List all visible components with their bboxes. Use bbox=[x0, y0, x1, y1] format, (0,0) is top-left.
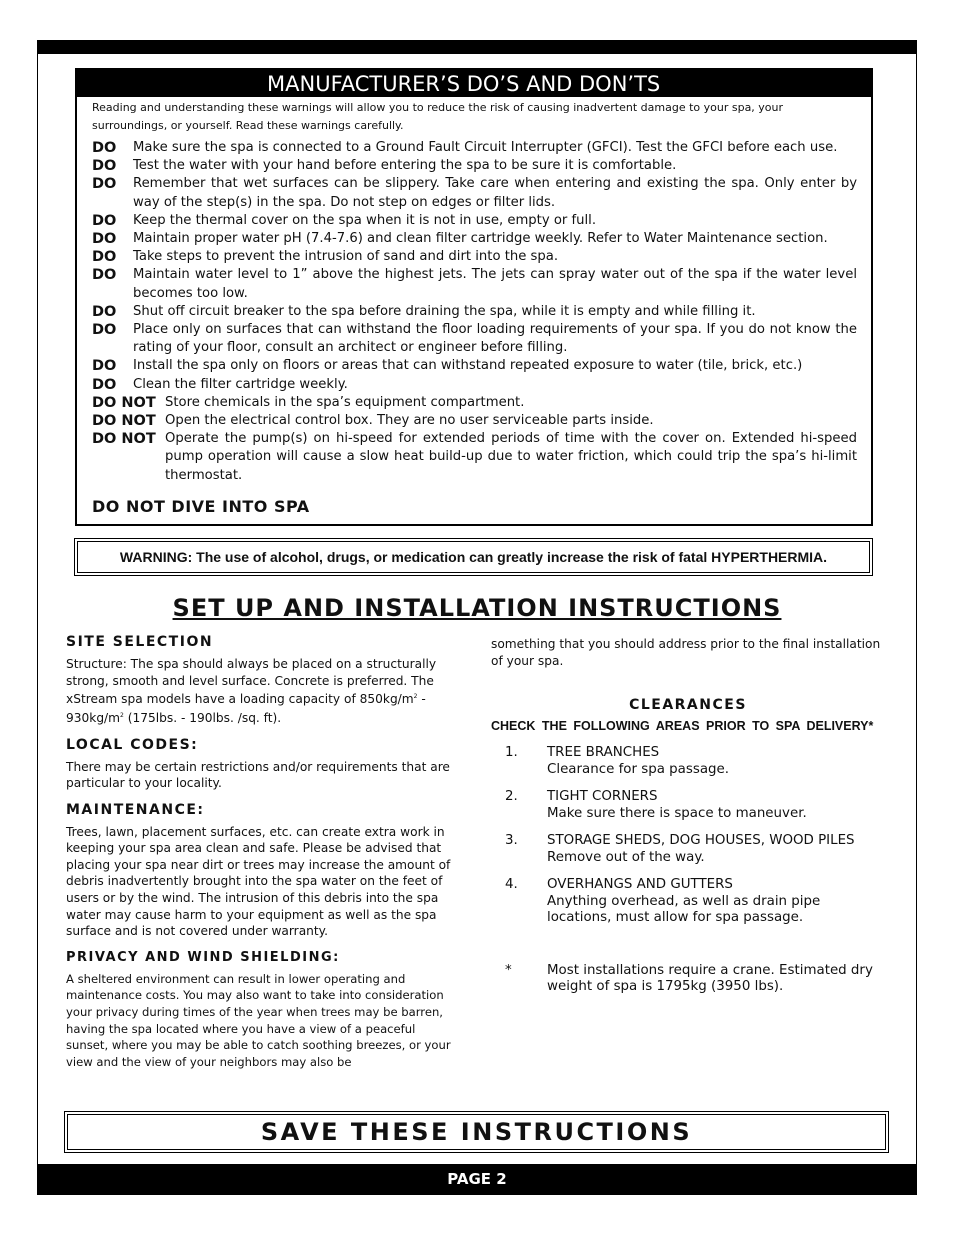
dos-item-key: DO bbox=[92, 176, 117, 193]
dos-item-text: Shut off circuit breaker to the spa before draining the spa, while it is empty and while filling it. bbox=[133, 303, 756, 319]
dos-item bbox=[92, 139, 857, 157]
clearance-item-desc: Make sure there is space to maneuver. bbox=[547, 805, 807, 821]
dos-item bbox=[92, 303, 857, 321]
privacy-text: A sheltered environment can result in lower operating and maintenance costs. You may also want to take into consideration your privacy during times of the year when trees may be barren, having the spa located where you have a view of a peaceful sunset, where you may be able to catch soothing breezes, or your view and the view of your neighbors may also be bbox=[66, 971, 451, 1069]
dos-item-key: DO bbox=[92, 249, 117, 266]
right-column bbox=[491, 636, 885, 1007]
dos-item-text: Make sure the spa is connected to a Ground Fault Circuit Interrupter (GFCI). Test the GFCI before each use. bbox=[133, 140, 838, 155]
footnote-text: Most installations require a crane. Estimated dry weight of spa is 1795kg (3950 lbs). bbox=[547, 962, 873, 995]
dos-item-key: DO bbox=[92, 212, 117, 229]
dos-item-key: DO bbox=[92, 322, 117, 339]
site-selection-heading: SITE SELECTION bbox=[66, 634, 214, 650]
clearance-item-title: TREE BRANCHES bbox=[547, 745, 660, 761]
dos-item bbox=[92, 357, 857, 375]
clearance-item-title: TIGHT CORNERS bbox=[547, 789, 658, 805]
dos-item-key: DO bbox=[92, 358, 117, 375]
footnote bbox=[491, 963, 885, 996]
page-number: PAGE 2 bbox=[37, 1164, 917, 1195]
dos-item bbox=[92, 248, 857, 266]
dos-item bbox=[92, 230, 857, 248]
clearance-item-number: 1. bbox=[505, 745, 518, 761]
dos-item-key: DO bbox=[92, 376, 117, 393]
left-column bbox=[66, 634, 458, 1080]
dos-item bbox=[92, 212, 857, 230]
dos-item bbox=[92, 157, 857, 175]
clearances-list bbox=[491, 745, 885, 927]
clearances-heading: CLEARANCES bbox=[629, 697, 747, 714]
clearance-item bbox=[491, 789, 885, 822]
save-instructions-text: SAVE THESE INSTRUCTIONS bbox=[67, 1114, 886, 1150]
privacy-continued-text: something that you should address prior to the final installation of your spa. bbox=[491, 637, 881, 668]
dos-item-text: Test the water with your hand before entering the spa to be sure it is comfortable. bbox=[133, 158, 677, 174]
dos-item bbox=[92, 412, 857, 430]
clearance-item-number: 2. bbox=[505, 789, 518, 805]
dos-item-key: DO bbox=[92, 140, 117, 156]
dos-intro: Reading and understanding these warnings will allow you to reduce the risk of causing inadvertent damage to your spa, your surroundings, or yourself. Read these warnings carefully. bbox=[92, 101, 784, 132]
local-codes-text: There may be certain restrictions and/or requirements that are particular to your locality. bbox=[66, 759, 450, 791]
dos-item-text: Store chemicals in the spa’s equipment compartment. bbox=[165, 394, 525, 410]
dos-item-key: DO bbox=[92, 231, 117, 248]
dos-item-key: DO bbox=[92, 267, 117, 284]
clearance-item-title: STORAGE SHEDS, DOG HOUSES, WOOD PILES bbox=[547, 833, 855, 849]
top-bar bbox=[37, 40, 917, 54]
clearance-item bbox=[491, 877, 885, 927]
maintenance-text: Trees, lawn, placement surfaces, etc. can create extra work in keeping your spa area clean and safe. Please be advised that placing your spa near dirt or trees may increase the amount of debris inadvertently brought into the spa water on the feet of users or by the wind. The intrusion of this debris into the spa water may cause harm to your equipment as well as the spa surface and is not covered under warranty. bbox=[66, 824, 451, 939]
clearance-item-desc: Remove out of the way. bbox=[547, 849, 705, 865]
dive-warning: DO NOT DIVE INTO SPA bbox=[92, 496, 310, 516]
privacy-heading: PRIVACY AND WIND SHIELDING: bbox=[66, 949, 340, 965]
dos-item-text: Open the electrical control box. They are no user serviceable parts inside. bbox=[165, 413, 654, 429]
dos-item-text: Maintain water level to 1” above the highest jets. The jets can spray water out of the spa if the water level becomes too low. bbox=[133, 267, 857, 301]
dos-item bbox=[92, 430, 857, 485]
dos-item bbox=[92, 376, 857, 394]
dos-item-key: DO NOT bbox=[92, 413, 156, 430]
clearance-item-number: 4. bbox=[505, 877, 518, 893]
dos-item-text: Place only on surfaces that can withstand the floor loading requirements of your spa. If you do not know the rating of your floor, consult an architect or engineer before filling. bbox=[133, 322, 857, 356]
local-codes-heading: LOCAL CODES: bbox=[66, 736, 199, 753]
dos-item bbox=[92, 394, 857, 412]
clearance-item-desc: Clearance for spa passage. bbox=[547, 761, 730, 777]
site-selection-text: Structure: The spa should always be placed on a structurally strong, smooth and level surface. Concrete is preferred. The xStream spa models have a loading capacity of $850kg/m^2 - 930kg/m^2$ (175lbs. - 190lbs. /sq. ft). bbox=[66, 657, 437, 725]
maintenance-heading: MAINTENANCE: bbox=[66, 801, 205, 818]
dos-item bbox=[92, 321, 857, 357]
dos-item-text: Keep the thermal cover on the spa when it is not in use, empty or full. bbox=[133, 212, 597, 228]
dos-item-key: DO bbox=[92, 158, 117, 175]
dos-item-text: Remember that wet surfaces can be slippery. Take care when entering and existing the spa. Only enter by way of the step(s) in the spa. Do not step on edges or filter lids. bbox=[133, 176, 857, 210]
dos-item-key: DO bbox=[92, 303, 117, 320]
dos-item-key: DO NOT bbox=[92, 431, 156, 448]
save-instructions-banner bbox=[64, 1111, 889, 1153]
dos-item-text: Clean the filter cartridge weekly. bbox=[133, 376, 348, 392]
footnote-mark: * bbox=[505, 962, 512, 978]
page-title: SET UP AND INSTALLATION INSTRUCTIONS bbox=[172, 594, 782, 622]
dos-item-text: Take steps to prevent the intrusion of sand and dirt into the spa. bbox=[133, 249, 559, 265]
dos-list bbox=[92, 139, 857, 485]
dos-item-key: DO NOT bbox=[92, 394, 156, 411]
dos-item-text: Operate the pump(s) on hi-speed for extended periods of time with the cover on. Extended hi-speed pump operation will cause a slow heat build-up due to water friction, which could trip the spa’s hi-limit thermostat. bbox=[165, 431, 857, 483]
dos-title: MANUFACTURER’S DO’S AND DON’TS bbox=[77, 70, 871, 97]
clearance-item-desc: Anything overhead, as well as drain pipe locations, must allow for spa passage. bbox=[547, 893, 821, 926]
warning-text: WARNING: The use of alcohol, drugs, or medication can greatly increase the risk of fatal HYPERTHERMIA. bbox=[77, 541, 870, 573]
dos-item-text: Maintain proper water pH (7.4-7.6) and clean filter cartridge weekly. Refer to Water Maintenance section. bbox=[133, 231, 828, 247]
clearance-item-title: OVERHANGS AND GUTTERS bbox=[547, 877, 733, 893]
clearance-item bbox=[491, 745, 885, 778]
dos-and-donts-box bbox=[75, 68, 873, 526]
dos-item bbox=[92, 266, 857, 302]
clearance-item bbox=[491, 833, 885, 866]
dos-item-text: Install the spa only on floors or areas that can withstand repeated exposure to water (tile, brick, etc.) bbox=[133, 358, 803, 374]
clearance-item-number: 3. bbox=[505, 833, 518, 849]
clearances-check-line: CHECK THE FOLLOWING AREAS PRIOR TO SPA DELIVERY* bbox=[491, 719, 874, 734]
warning-box bbox=[74, 538, 873, 576]
dos-item bbox=[92, 175, 857, 211]
